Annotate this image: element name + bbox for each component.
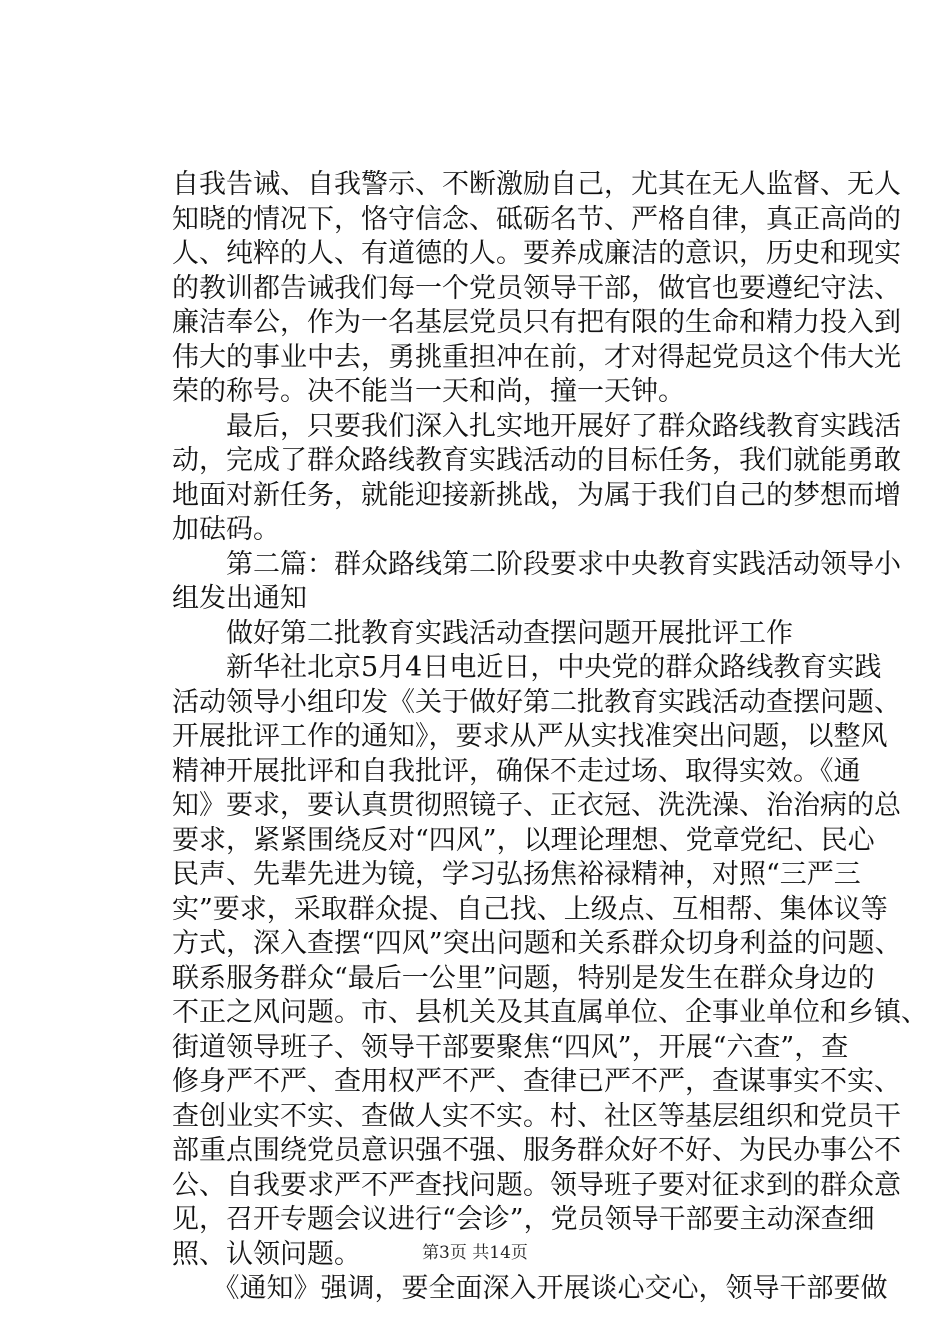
text-line: 加砝码。 [172, 514, 280, 545]
document-body [172, 168, 928, 1307]
text-line: 自我告诫、自我警示、不断激励自己，尤其在无人监督、无人 [172, 169, 901, 200]
text-line: 动，完成了群众路线教育实践活动的目标任务，我们就能勇敢 [172, 445, 901, 476]
text-line: 精神开展批评和自我批评，确保不走过场、取得实效。《通 [172, 755, 861, 787]
text-line: 地面对新任务，就能迎接新挑战，为属于我们自己的梦想而增 [172, 479, 901, 511]
text-line: 公、自我要求严不严查找问题。领导班子要对征求到的群众意 [172, 1169, 901, 1201]
text-line: 第二篇：群众路线第二阶段要求中央教育实践活动领导小 [172, 548, 901, 580]
text-line: 活动领导小组印发《关于做好第二批教育实践活动查摆问题、 [172, 686, 901, 718]
text-line: 照、认领问题。 [172, 1238, 361, 1270]
text-line: 《通知》强调，要全面深入开展谈心交心，领导干部要做 [172, 1273, 888, 1304]
page-footer: 第3页 共14页 [422, 1243, 528, 1263]
text-line: 组发出通知 [172, 583, 307, 614]
text-line: 人、纯粹的人、有道德的人。要养成廉洁的意识，历史和现实 [172, 238, 901, 269]
text-line: 部重点围绕党员意识强不强、服务群众好不好、为民办事公不 [172, 1135, 901, 1166]
text-line: 知》要求，要认真贯彻照镜子、正衣冠、洗洗澡、治治病的总 [172, 790, 901, 821]
text-line: 修身严不严、查用权严不严、查律已严不严，查谋事实不实、 [172, 1066, 901, 1097]
text-line: 新华社北京5月4日电近日，中央党的群众路线教育实践 [172, 652, 882, 683]
text-line: 联系服务群众“最后一公里”问题，特别是发生在群众身边的 [172, 962, 875, 994]
text-line: 开展批评工作的通知》，要求从严从实找准突出问题，以整风 [172, 721, 888, 752]
text-line: 知晓的情况下，恪守信念、砥砺名节、严格自律，真正高尚的 [172, 203, 901, 235]
text-line: 最后，只要我们深入扎实地开展好了群众路线教育实践活 [172, 410, 901, 442]
text-line: 荣的称号。决不能当一天和尚，撞一天钟。 [172, 376, 685, 407]
text-line: 做好第二批教育实践活动查摆问题开展批评工作 [172, 617, 793, 649]
text-line: 见，召开专题会议进行“会诊”，党员领导干部要主动深查细 [172, 1204, 875, 1235]
text-line: 伟大的事业中去，勇挑重担冲在前，才对得起党员这个伟大光 [172, 341, 901, 373]
text-line: 方式，深入查摆“四风”突出问题和关系群众切身利益的问题、 [172, 928, 902, 959]
text-line: 查创业实不实、查做人实不实。村、社区等基层组织和党员干 [172, 1100, 901, 1132]
text-line: 民声、先辈先进为镜，学习弘扬焦裕禄精神，对照“三严三 [172, 859, 861, 890]
text-line: 要求，紧紧围绕反对“四风”，以理论理想、党章党纪、民心 [172, 824, 875, 856]
text-line: 廉洁奉公，作为一名基层党员只有把有限的生命和精力投入到 [172, 307, 901, 338]
text-line: 实”要求，采取群众提、自己找、上级点、互相帮、集体议等 [172, 893, 888, 925]
text-line: 街道领导班子、领导干部要聚焦“四风”，开展“六查”，查 [172, 1031, 849, 1063]
text-line: 的教训都告诫我们每一个党员领导干部，做官也要遵纪守法、 [172, 272, 901, 304]
text-line: 不正之风问题。市、县机关及其直属单位、企事业单位和乡镇、 [172, 997, 928, 1028]
